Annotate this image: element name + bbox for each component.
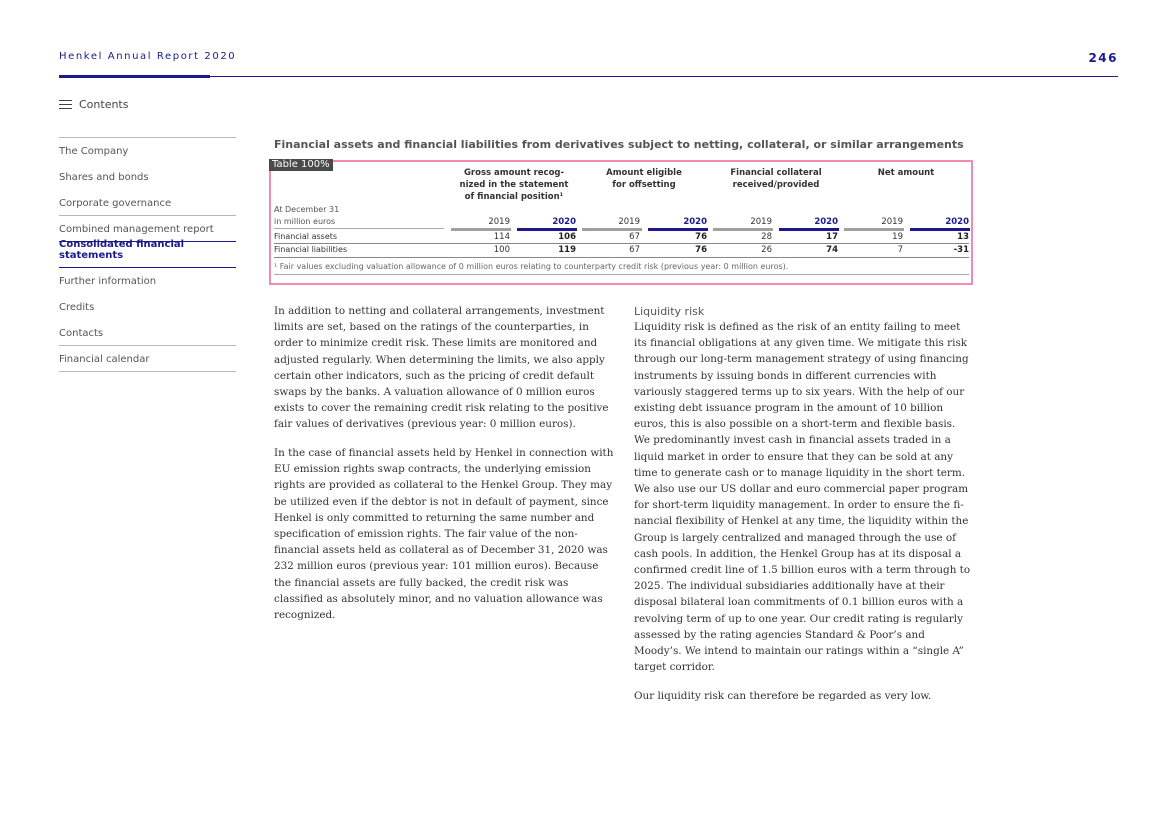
col-head-offsetting: Amount eligible for offsetting	[606, 168, 682, 190]
year-bar-2019	[713, 228, 773, 231]
liquidity-risk-heading: Liquidity risk	[634, 305, 705, 318]
table-cell: 67	[629, 245, 640, 255]
sidebar-item-label: Corporate governance	[59, 198, 172, 209]
sidebar-item-label: Consolidated financial statements	[59, 239, 185, 261]
year-label: 2019	[488, 217, 510, 227]
contents-label: Contents	[79, 98, 129, 111]
sidebar-item-label: Shares and bonds	[59, 172, 149, 183]
table-cell: 13	[957, 232, 969, 242]
sidebar-item-label: Financial calendar	[59, 354, 150, 365]
table-section-title: Financial assets and financial liabilities from derivatives subject to netting, collateral, or similar arrangements	[274, 138, 964, 151]
row-divider	[274, 257, 969, 258]
sidebar-item-label: Credits	[59, 302, 95, 313]
body-paragraph: Liquidity risk is defined as the risk of an entity failing to meet its financial obligations at any given time. We mitigate this risk through our long-term management strategy of using financing instruments by issuing bonds in different currencies with variously staggered terms up to six years. With the help of our existing debt issuance program in the amount of 10 billion euros, this is also possible on a short-term and flexible basis. We predominantly invest cash in financial assets traded in a liquid market in order to ensure that they can be sold at any time to generate cash or to manage liquidity in the short term. We also use our US dollar and euro commercial paper program for short-term liquidity management. In order to ensure the financial flexibility of Henkel at any time, the liquidity within the Group is largely centralized and managed through the use of cash pools. In addition, the Henkel Group has at its disposal a confirmed credit line of 1.5 billion euros with a term through to 2025. The individual subsidiaries additionally have at their disposal bilateral loan commitments of 0.1 billion euros with a revolving term of up to one year. Our credit rating is regularly assessed by the rating agencies Standard & Poor’s and Moody’s. We intend to maintain our ratings within a “single A” target corridor.	[634, 321, 971, 674]
table-cell: 7	[897, 245, 903, 255]
year-label: 2020	[683, 217, 707, 227]
row-label: Financial liabilities	[274, 245, 348, 254]
year-label: 2019	[618, 217, 640, 227]
year-bar-2020	[517, 228, 577, 231]
sidebar-item-shares-and-bonds[interactable]	[59, 163, 236, 189]
table-cell: 106	[558, 232, 576, 242]
sidebar-item-consolidated-financial-statements[interactable]	[59, 241, 236, 267]
label-rule	[274, 228, 444, 229]
table-cell: 28	[761, 232, 772, 242]
col-head-gross: Gross amount recog- nized in the statement of financial position¹	[459, 168, 569, 202]
sidebar-item-label: Combined management report	[59, 224, 214, 235]
table-cell: 119	[558, 245, 576, 255]
table-cell: 19	[892, 232, 903, 242]
table-cell: 76	[695, 245, 707, 255]
year-label: 2020	[814, 217, 838, 227]
sidebar-nav	[59, 137, 236, 372]
header-rule	[59, 76, 1118, 77]
sidebar-end-rule	[59, 371, 236, 372]
sidebar-item-financial-calendar[interactable]	[59, 345, 236, 371]
table-tag: Table 100%	[269, 159, 333, 171]
row-label: Financial assets	[274, 232, 338, 241]
col-head-net: Net amount	[877, 168, 935, 178]
year-label: 2020	[552, 217, 576, 227]
sidebar-item-credits[interactable]	[59, 293, 236, 319]
body-paragraph: In the case of financial assets held by Henkel in connection with EU emission rights swap contracts, the underlying emission rights are provided as collateral to the Henkel Group. They may be utilized even if the debtor is not in default of payment, since Henkel is only committed to returning the same number and specification of emission rights. The fair value of the non-financial assets held as collateral as of December 31, 2020 was 232 million euros (previous year: 101 million euros). Because the financial assets are fully backed, the credit risk was classified as absolutely minor, and no valuation allowance was recognized.	[274, 447, 614, 622]
year-bar-2020	[779, 228, 839, 231]
table-footnote: ¹ Fair values excluding valuation allowance of 0 million euros relating to counterparty credit risk (previous year: 0 million euros).	[274, 262, 789, 271]
sidebar-item-further-information[interactable]	[59, 267, 236, 293]
year-bar-2019	[451, 228, 511, 231]
year-bar-2019	[582, 228, 642, 231]
report-title: Henkel Annual Report 2020	[59, 51, 237, 62]
header-rule-accent	[59, 75, 210, 78]
menu-icon	[59, 100, 72, 110]
table-cell: 17	[826, 232, 838, 242]
label-unit: in million euros	[274, 217, 336, 226]
year-label: 2019	[750, 217, 772, 227]
col-head-collateral: Financial collateral received/provided	[730, 168, 822, 190]
year-bar-2019	[844, 228, 904, 231]
sidebar-item-label: The Company	[59, 146, 129, 157]
table-cell: -31	[953, 245, 969, 255]
table-cell: 74	[826, 245, 838, 255]
year-bar-2020	[648, 228, 708, 231]
table-cell: 76	[695, 232, 707, 242]
table-bottom-rule	[274, 274, 969, 275]
page-number: 246	[1088, 51, 1118, 65]
year-bar-2020	[910, 228, 970, 231]
year-label: 2019	[881, 217, 903, 227]
sidebar-item-combined-management-report[interactable]	[59, 215, 236, 241]
label-date: At December 31	[274, 205, 340, 214]
sidebar-item-corporate-governance[interactable]	[59, 189, 236, 215]
table-cell: 26	[761, 245, 772, 255]
table-cell: 100	[493, 245, 510, 255]
row-divider	[274, 243, 969, 244]
sidebar-item-label: Contacts	[59, 328, 104, 339]
sidebar-item-the-company[interactable]	[59, 137, 236, 163]
sidebar-item-contacts[interactable]	[59, 319, 236, 345]
contents-button[interactable]	[59, 98, 128, 111]
sidebar-item-label: Further information	[59, 276, 157, 287]
year-label: 2020	[945, 217, 969, 227]
body-paragraph: In addition to netting and collateral arrangements, investment limits are set, based on the ratings of the counterparties, in order to minimize credit risk. These limits are monitored and adjusted regularly. When determining the limits, we also apply certain other indicators, such as the pricing of credit default swaps by the banks. A valuation allowance of 0 million euros exists to cover the remaining credit risk relating to the positive fair values of derivatives (previous year: 0 million euros).	[274, 305, 609, 431]
table-cell: 67	[629, 232, 640, 242]
table-cell: 114	[493, 232, 510, 242]
body-paragraph: Our liquidity risk can therefore be regarded as very low.	[634, 690, 932, 702]
